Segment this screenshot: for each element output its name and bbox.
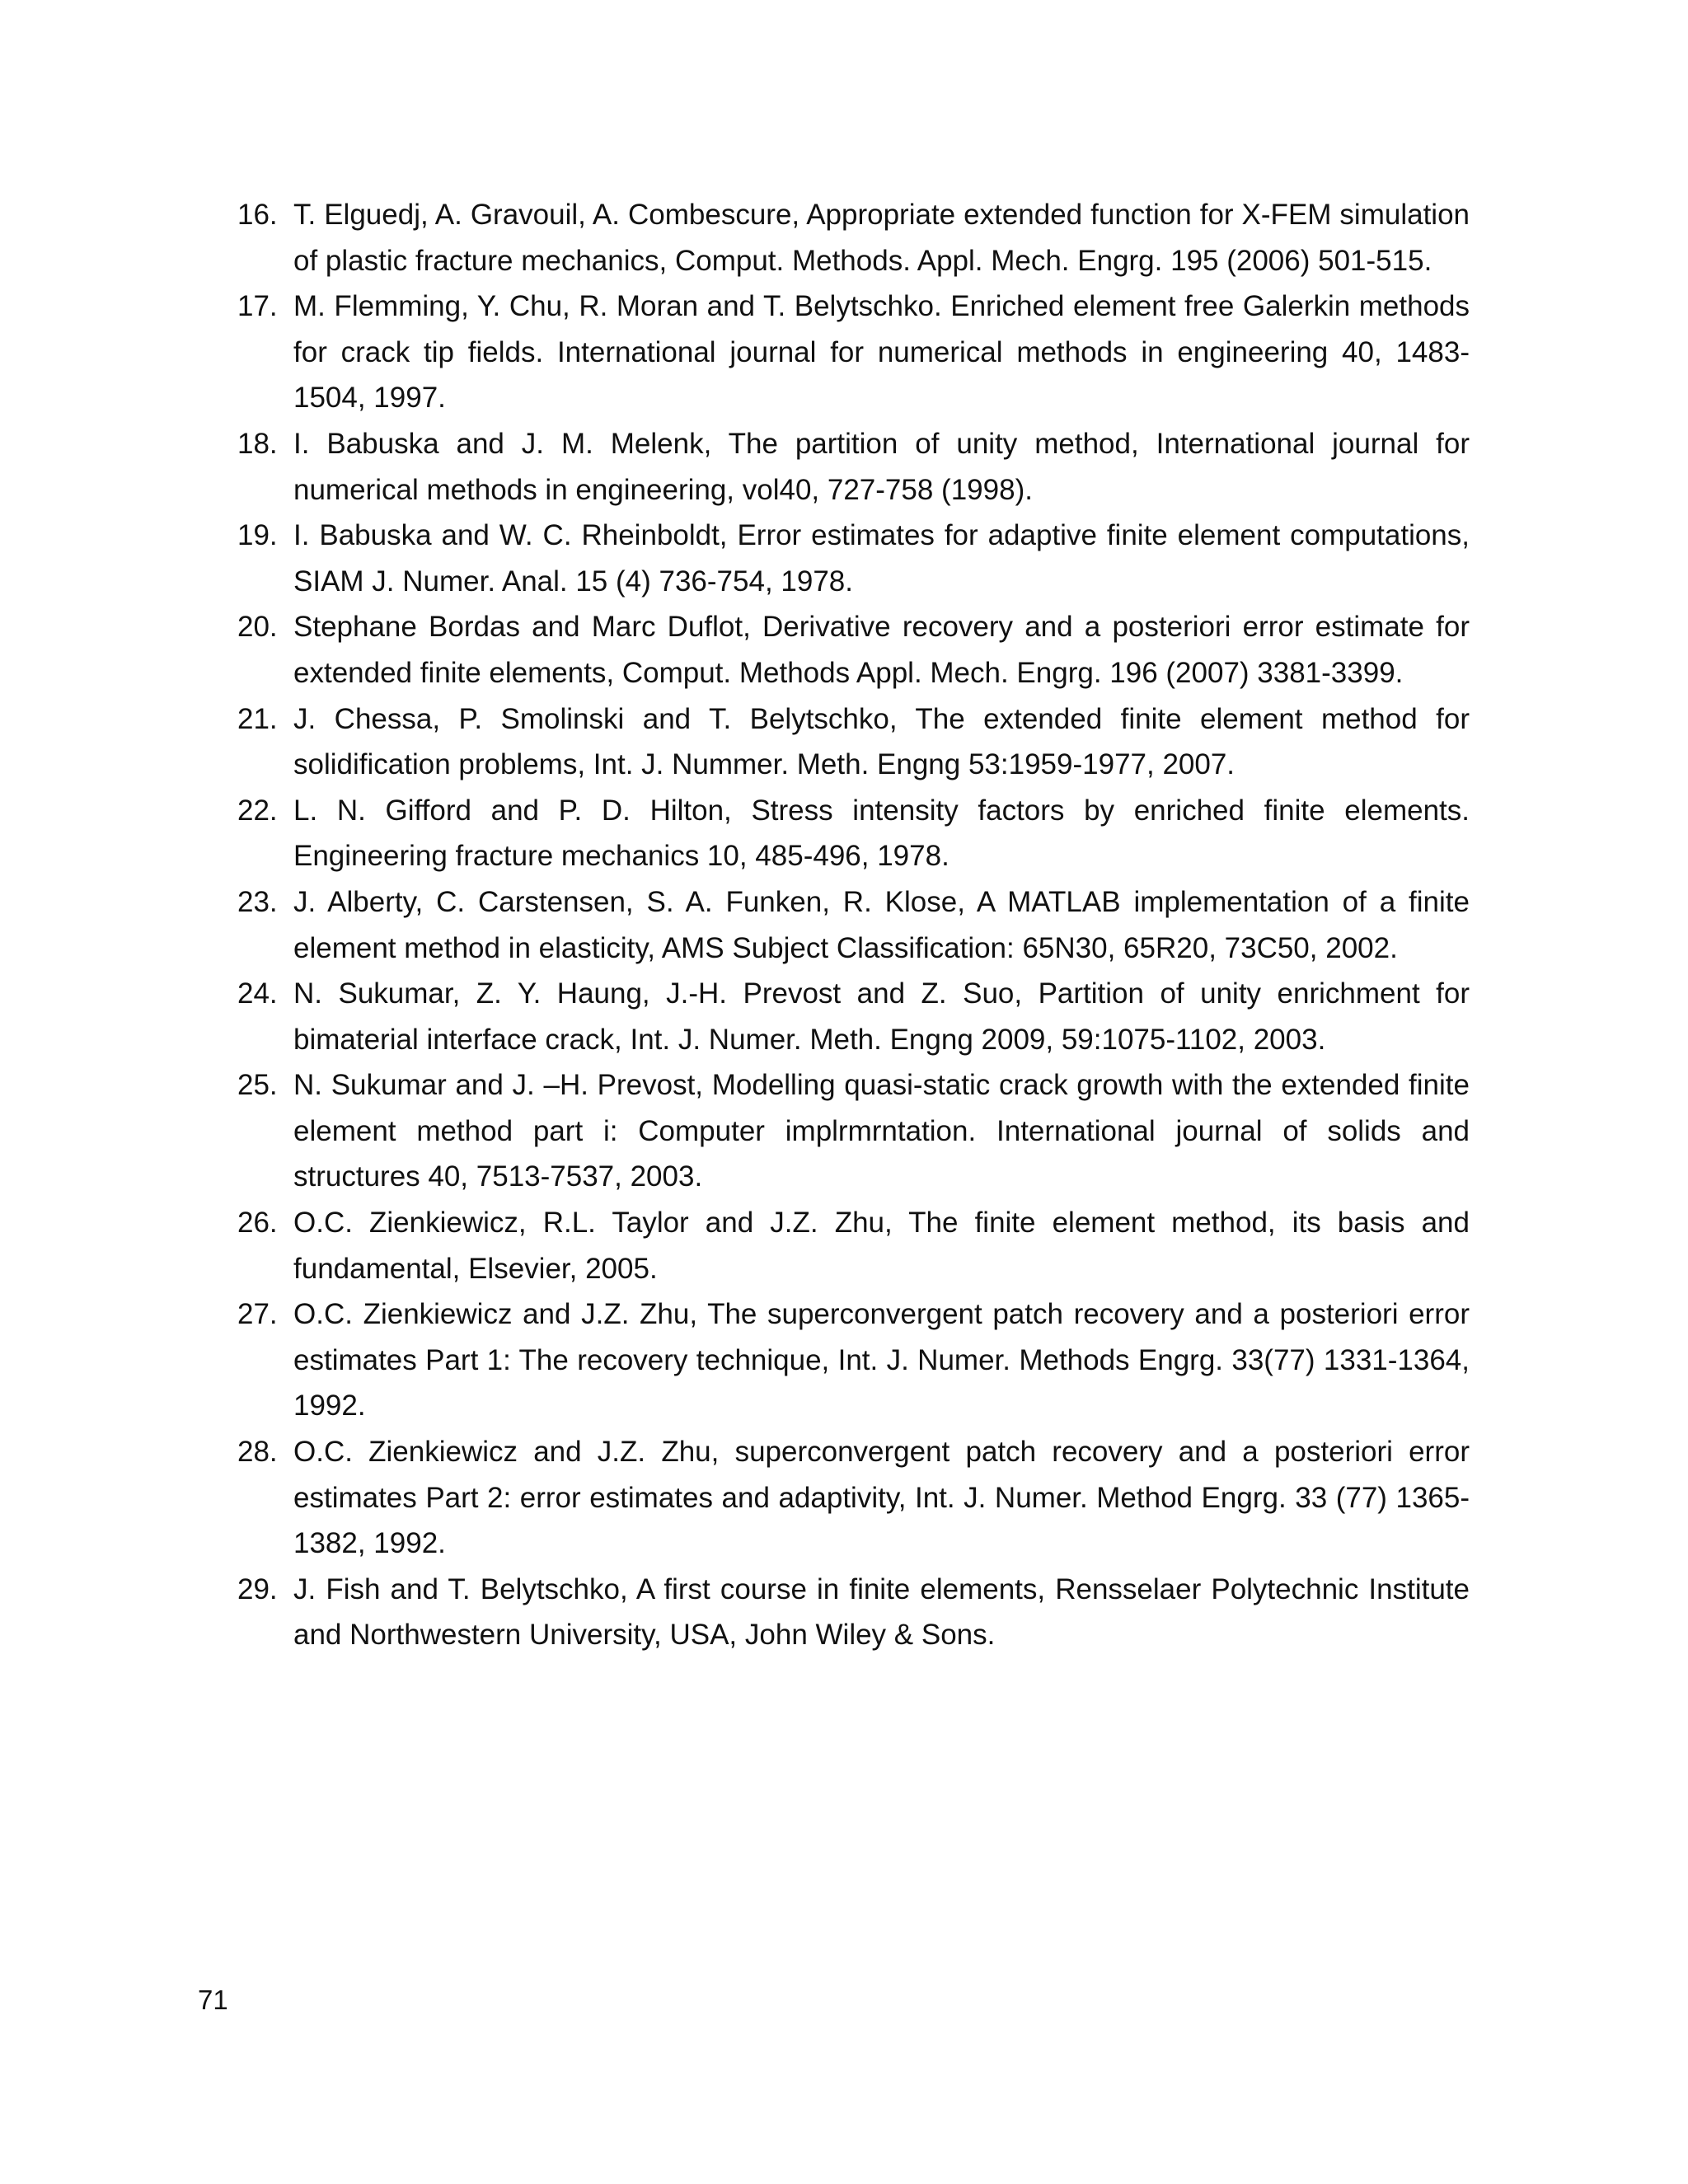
reference-text: L. N. Gifford and P. D. Hilton, Stress intensity factors by enriched finite elements. Engineering fracture mechanics 10, 485-496, 1978. <box>293 794 1470 873</box>
reference-item <box>237 1062 1470 1200</box>
reference-number: 17. <box>237 290 278 323</box>
reference-number: 23. <box>237 885 278 918</box>
reference-item <box>237 284 1470 421</box>
reference-text: O.C. Zienkiewicz, R.L. Taylor and J.Z. Zhu, The finite element method, its basis and fundamental, Elsevier, 2005. <box>293 1207 1470 1285</box>
reference-item <box>237 1291 1470 1429</box>
reference-number: 16. <box>237 199 278 231</box>
reference-text: M. Flemming, Y. Chu, R. Moran and T. Belytschko. Enriched element free Galerkin methods for crack tip fields. International journal for numerical methods in engineering 40, 1483-1504, 1997. <box>293 290 1470 415</box>
reference-text: O.C. Zienkiewicz and J.Z. Zhu, superconvergent patch recovery and a posteriori error estimates Part 2: error estimates and adaptivity, Int. J. Numer. Method Engrg. 33 (77) 1365-1382, 1992. <box>293 1436 1470 1560</box>
reference-item <box>237 1567 1470 1658</box>
reference-number: 24. <box>237 977 278 1010</box>
reference-list <box>237 192 1470 1658</box>
reference-text: J. Fish and T. Belytschko, A first course in finite elements, Rensselaer Polytechnic Institute and Northwestern University, USA, John Wiley & Sons. <box>293 1572 1470 1652</box>
reference-number: 28. <box>237 1436 278 1469</box>
reference-text: J. Chessa, P. Smolinski and T. Belytschko, The extended finite element method for solidification problems, Int. J. Nummer. Meth. Engng 53:1959-1977, 2007. <box>293 702 1470 781</box>
reference-item <box>237 696 1470 788</box>
reference-text: I. Babuska and W. C. Rheinboldt, Error estimates for adaptive finite element computations, SIAM J. Numer. Anal. 15 (4) 736-754, 1978. <box>293 519 1470 598</box>
reference-text: N. Sukumar and J. –H. Prevost, Modelling quasi-static crack growth with the extended finite element method part i: Computer implrmrntation. International journal of solids and structures 40, 7513-7537, 2003. <box>293 1069 1470 1193</box>
reference-item <box>237 421 1470 513</box>
reference-item <box>237 513 1470 604</box>
reference-item <box>237 1200 1470 1291</box>
reference-item <box>237 604 1470 696</box>
reference-text: N. Sukumar, Z. Y. Haung, J.-H. Prevost and Z. Suo, Partition of unity enrichment for bimaterial interface crack, Int. J. Numer. Meth. Engng 2009, 59:1075-1102, 2003. <box>293 977 1470 1056</box>
reference-number: 19. <box>237 519 278 552</box>
reference-number: 20. <box>237 611 278 644</box>
reference-item <box>237 192 1470 284</box>
reference-number: 18. <box>237 427 278 460</box>
reference-number: 25. <box>237 1069 278 1102</box>
reference-number: 27. <box>237 1298 278 1331</box>
reference-item <box>237 971 1470 1062</box>
reference-text: I. Babuska and J. M. Melenk, The partition of unity method, International journal for numerical methods in engineering, vol40, 727-758 (1998). <box>293 427 1470 506</box>
reference-number: 26. <box>237 1207 278 1240</box>
page-number: 71 <box>198 1985 228 2015</box>
reference-text: J. Alberty, C. Carstensen, S. A. Funken, R. Klose, A MATLAB implementation of a finite element method in elasticity, AMS Subject Classification: 65N30, 65R20, 73C50, 2002. <box>293 885 1470 964</box>
reference-item <box>237 1429 1470 1567</box>
reference-number: 29. <box>237 1572 278 1605</box>
reference-text: O.C. Zienkiewicz and J.Z. Zhu, The superconvergent patch recovery and a posteriori error estimates Part 1: The recovery technique, Int. J. Numer. Methods Engrg. 33(77) 1331-1364, 1992. <box>293 1298 1470 1422</box>
reference-number: 22. <box>237 794 278 827</box>
reference-text: Stephane Bordas and Marc Duflot, Derivative recovery and a posteriori error estimate for extended finite elements, Comput. Methods Appl. Mech. Engrg. 196 (2007) 3381-3399. <box>293 611 1470 689</box>
reference-item <box>237 788 1470 879</box>
reference-text: T. Elguedj, A. Gravouil, A. Combescure, Appropriate extended function for X-FEM simulation of plastic fracture mechanics, Comput. Methods. Appl. Mech. Engrg. 195 (2006) 501-515. <box>293 199 1470 277</box>
reference-number: 21. <box>237 702 278 735</box>
reference-item <box>237 879 1470 971</box>
